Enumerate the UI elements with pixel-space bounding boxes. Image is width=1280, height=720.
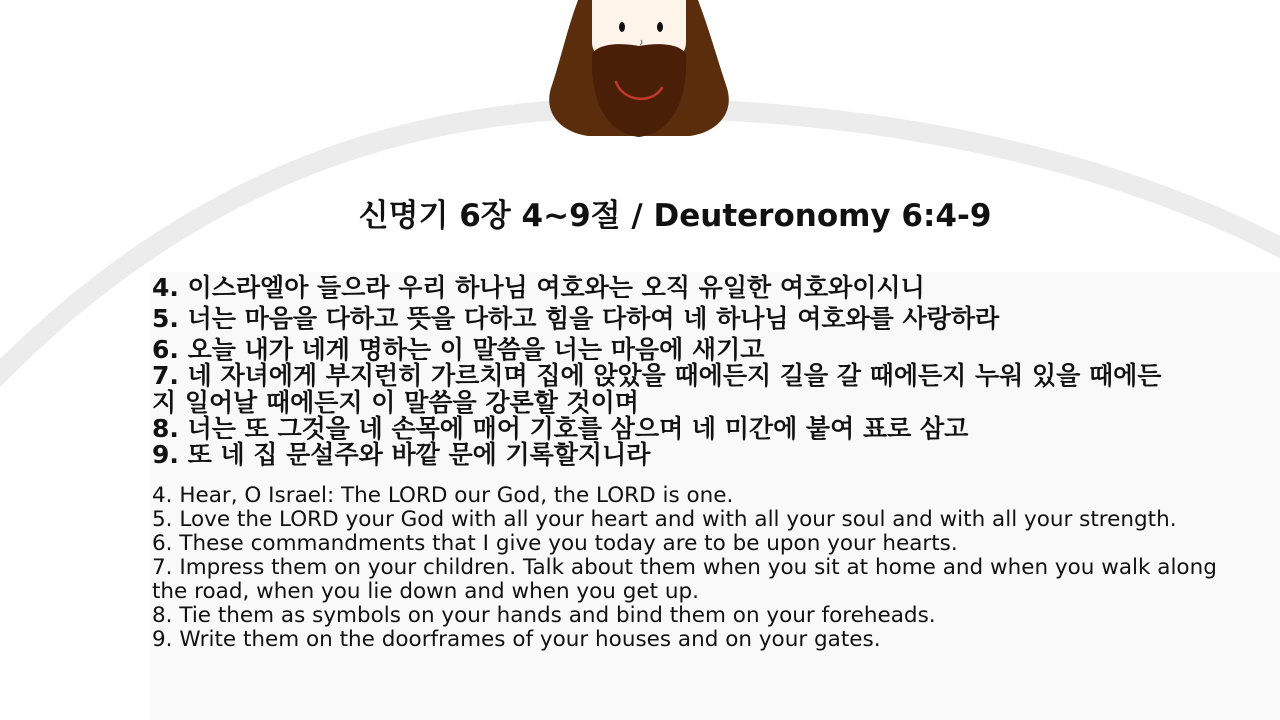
bearded-figure-head-icon bbox=[540, 0, 735, 140]
korean-verse: 5. 너는 마음을 다하고 뜻을 다하고 힘을 다하여 네 하나님 여호와를 사랑하라 bbox=[152, 304, 1000, 333]
english-verse: 7. Impress them on your children. Talk about them when you sit at home and when you walk along bbox=[152, 555, 1217, 580]
korean-verse: 7. 네 자녀에게 부지런히 가르치며 집에 앉았을 때에든지 길을 갈 때에든지 누워 있을 때에든 bbox=[152, 361, 1162, 390]
english-verse: 9. Write them on the doorframes of your houses and on your gates. bbox=[152, 627, 881, 652]
english-verse: the road, when you lie down and when you get up. bbox=[152, 579, 699, 604]
korean-verse: 9. 또 네 집 문설주와 바깥 문에 기록할지니라 bbox=[152, 440, 651, 469]
english-verses bbox=[152, 484, 1280, 652]
korean-verses bbox=[152, 273, 1280, 468]
korean-verse: 지 일어날 때에든지 이 말씀을 강론할 것이며 bbox=[152, 388, 639, 417]
english-verse: 8. Tie them as symbols on your hands and bind them on your foreheads. bbox=[152, 603, 936, 628]
english-verse: 5. Love the LORD your God with all your heart and with all your soul and with all your strength. bbox=[152, 507, 1177, 532]
english-verse: 6. These commandments that I give you today are to be upon your hearts. bbox=[152, 531, 958, 556]
korean-verse: 6. 오늘 내가 네게 명하는 이 말씀을 너는 마음에 새기고 bbox=[152, 335, 765, 364]
page-title: 신명기 6장 4~9절 / Deuteronomy 6:4-9 bbox=[358, 198, 992, 234]
korean-verse: 4. 이스라엘아 들으라 우리 하나님 여호와는 오직 유일한 여호와이시니 bbox=[152, 273, 925, 302]
english-verse: 4. Hear, O Israel: The LORD our God, the LORD is one. bbox=[152, 483, 734, 508]
korean-verse: 8. 너는 또 그것을 네 손목에 매어 기호를 삼으며 네 미간에 붙여 표로 삼고 bbox=[152, 414, 969, 443]
